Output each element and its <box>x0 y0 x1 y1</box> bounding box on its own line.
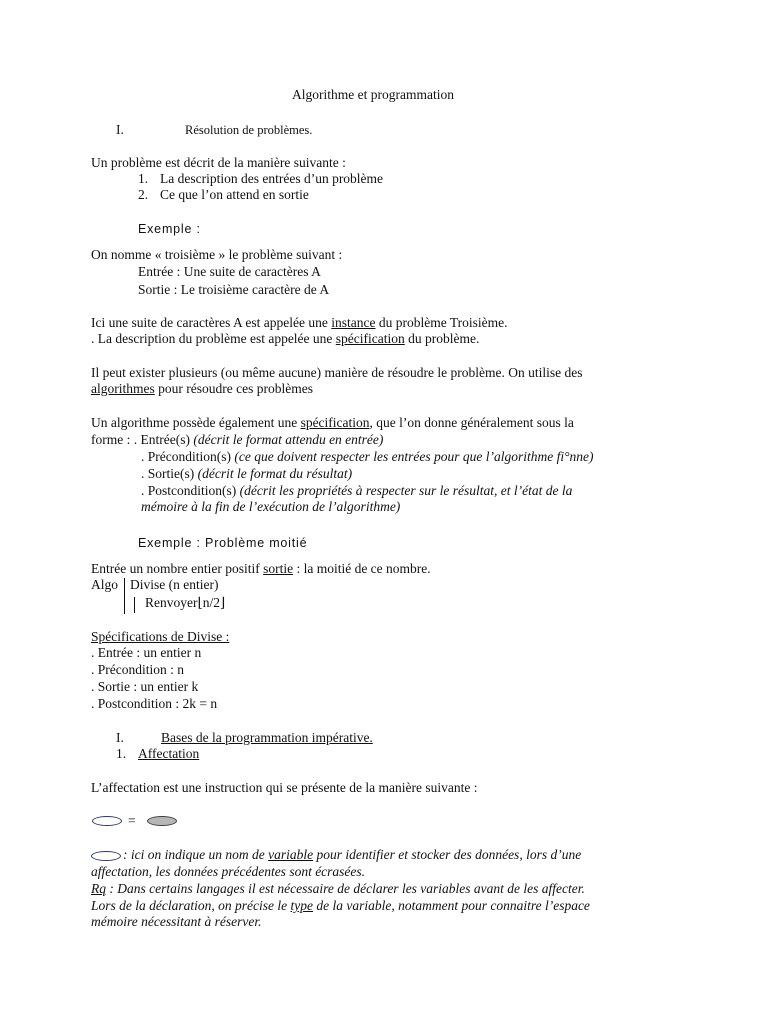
variable-oval-icon <box>92 816 122 826</box>
list-item: . Entrée : un entier n <box>91 645 202 660</box>
example-input: Entrée : Une suite de caractères A <box>138 264 321 279</box>
algo-keyword: Algo <box>91 577 118 592</box>
variable-oval-icon <box>91 851 121 861</box>
algorithm-line <box>91 381 313 397</box>
term-instance: instance <box>331 315 376 330</box>
text: Ici une suite de caractères A est appelée une <box>91 315 332 330</box>
text: . Postcondition(s) <box>141 483 240 498</box>
list-item: Ce que l’on attend en sortie <box>160 187 309 202</box>
note-line <box>91 898 590 914</box>
algorithm-line: Il peut exister plusieurs (ou même aucune) manière de résoudre le problème. On utilise des <box>91 365 583 380</box>
text: : Dans certains langages il est nécessaire de déclarer les variables avant de les affecter. <box>106 881 585 896</box>
section-number: I. <box>116 122 124 137</box>
equals-sign: = <box>128 813 136 828</box>
subsection-heading: Affectation <box>138 746 200 761</box>
spec-note: mémoire à la fin de l’exécution de l’algorithme) <box>141 499 401 514</box>
specification-line <box>91 331 479 347</box>
spec-note: (décrit le format attendu en entrée) <box>193 432 384 447</box>
example-label: Exemple : Problème moitié <box>138 536 308 550</box>
page-title: Algorithme et programmation <box>292 87 454 102</box>
example-output: Sortie : Le troisième caractère de A <box>138 282 330 297</box>
intro-text: Un problème est décrit de la manière suivante : <box>91 155 346 170</box>
term-type: type <box>290 898 313 913</box>
text: Un algorithme possède également une <box>91 415 301 430</box>
section-heading: Bases de la programmation impérative. <box>161 730 373 745</box>
instance-line <box>91 315 508 331</box>
note-line <box>123 847 581 863</box>
value-oval-icon <box>147 816 177 826</box>
remark-label: Rq <box>91 881 106 896</box>
spec-note: (ce que doivent respecter les entrées pour que l’algorithme fi°nne) <box>234 449 594 464</box>
note-line: affectation, les données précédentes sont écrasées. <box>91 864 366 879</box>
spec-line <box>141 466 352 482</box>
algo-body: Renvoyer⌊n/2⌋ <box>145 595 226 610</box>
text: . La description du problème est appelée une <box>91 331 336 346</box>
spec-line <box>91 415 574 431</box>
text: . Précondition(s) <box>141 449 235 464</box>
list-item: . Postcondition : 2k = n <box>91 696 218 711</box>
section-heading: Résolution de problèmes. <box>185 123 313 137</box>
list-number: 1. <box>138 171 149 186</box>
spec-line <box>141 483 572 499</box>
list-number: 2. <box>138 187 149 202</box>
divise-heading: Spécifications de Divise : <box>91 629 230 644</box>
term-algorithmes: algorithmes <box>91 381 155 396</box>
text: pour résoudre ces problèmes <box>154 381 313 396</box>
algo-bar-inner <box>134 597 135 613</box>
list-item: . Sortie : un entier k <box>91 679 199 694</box>
text: Entrée un nombre entier positif <box>91 561 264 576</box>
text: de la variable, notamment pour connaitre l’espace <box>312 898 590 913</box>
algo-signature: Divise (n entier) <box>130 577 219 592</box>
text: : la moitié de ce nombre. <box>293 561 431 576</box>
term-specification: spécification <box>335 331 405 346</box>
affectation-intro: L’affectation est une instruction qui se présente de la manière suivante : <box>91 780 478 795</box>
note-line: mémoire nécessitant à réserver. <box>91 914 262 929</box>
list-item: La description des entrées d’un problème <box>160 171 384 186</box>
spec-line <box>91 432 383 448</box>
spec-line <box>141 449 594 465</box>
text: du problème. <box>404 331 480 346</box>
spec-note: (décrit les propriétés à respecter sur le résultat, et l’état de la <box>239 483 573 498</box>
example-text: On nomme « troisième » le problème suivant : <box>91 247 343 262</box>
text: . Sortie(s) <box>141 466 198 481</box>
text: forme : . Entrée(s) <box>91 432 194 447</box>
example-text <box>91 561 431 577</box>
text: Lors de la déclaration, on précise le <box>91 898 291 913</box>
section-number: I. <box>116 730 124 745</box>
algo-bar <box>124 578 125 614</box>
text: , que l’on donne généralement sous la <box>369 415 574 430</box>
list-item: . Précondition : n <box>91 662 184 677</box>
term-sortie: sortie <box>263 561 294 576</box>
text: : ici on indique un nom de <box>123 847 269 862</box>
subsection-number: 1. <box>116 746 127 761</box>
text: pour identifier et stocker des données, lors d’une <box>313 847 582 862</box>
text: du problème Troisième. <box>375 315 508 330</box>
term-specification: spécification <box>300 415 370 430</box>
example-label: Exemple : <box>138 222 201 236</box>
spec-note: (décrit le format du résultat) <box>197 466 353 481</box>
remark-line <box>91 881 585 897</box>
term-variable: variable <box>268 847 314 862</box>
